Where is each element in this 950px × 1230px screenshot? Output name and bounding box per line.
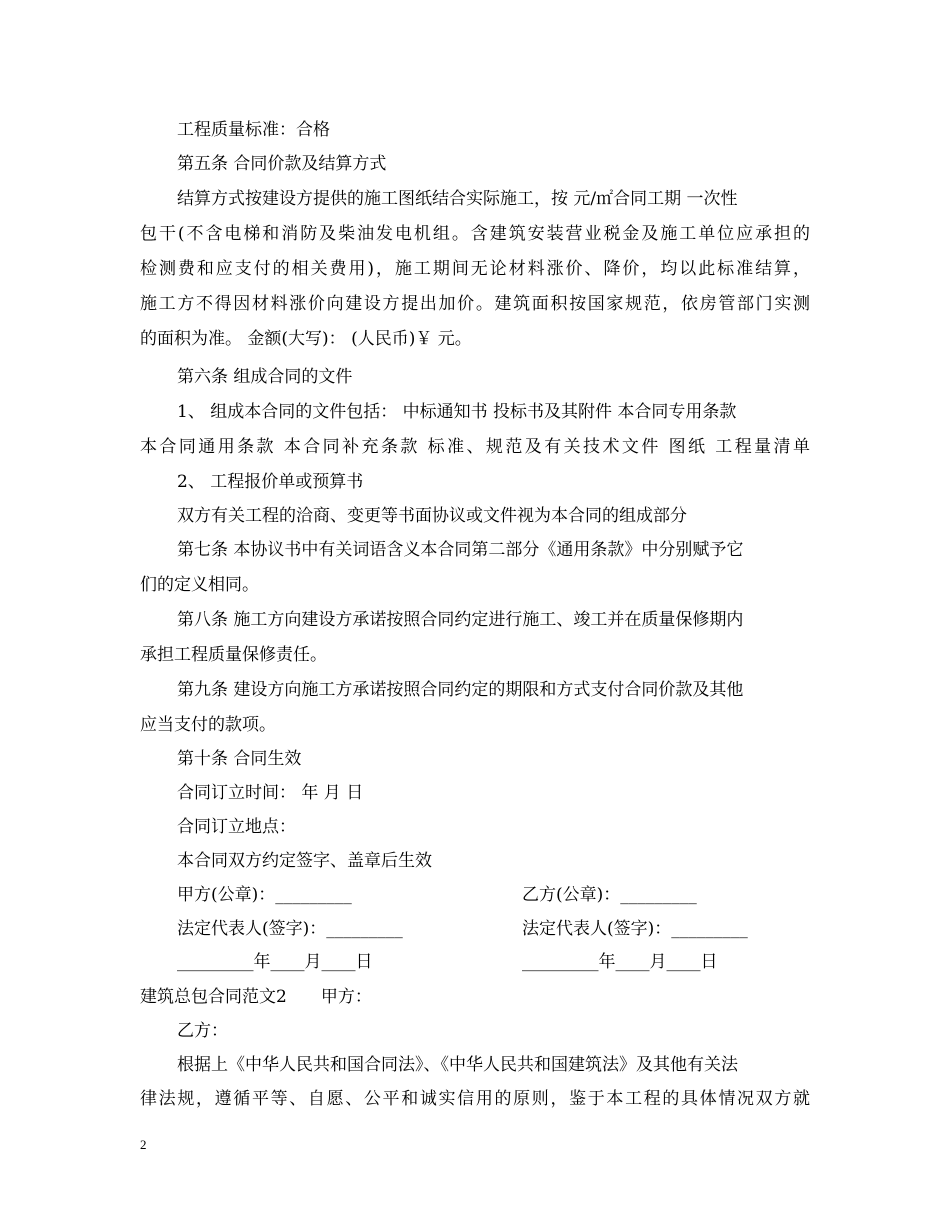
paragraph-line: 们的定义相同。 <box>140 575 259 595</box>
paragraph-line: 结算方式按建设方提供的施工图纸结合实际施工，按 元/㎡合同工期 一次性 <box>177 189 738 209</box>
party-b-line: 乙方： <box>177 1021 228 1041</box>
party-b-seal: 乙方(公章)：_________ <box>522 885 697 905</box>
paragraph-line: 根据上《中华人民共和国合同法》、《中华人民共和国建筑法》及其他有关法 <box>177 1055 738 1075</box>
paragraph-line: 的面积为准。 金额(大写)： (人民币)￥ 元。 <box>140 329 472 349</box>
paragraph-line: 承担工程质量保修责任。 <box>140 645 327 665</box>
paragraph-line: 施工方不得因材料涨价向建设方提出加价。建筑面积按国家规范，依房管部门实测 <box>140 294 810 314</box>
paragraph-line: 律法规，遵循平等、自愿、公平和诚实信用的原则，鉴于本工程的具体情况双方就 <box>140 1089 810 1109</box>
effective-line: 本合同双方约定签字、盖章后生效 <box>177 851 432 871</box>
paragraph-line: 2、 工程报价单或预算书 <box>177 472 364 492</box>
paragraph-line: 本合同通用条款 本合同补充条款 标准、规范及有关技术文件 图纸 工程量清单 <box>140 437 810 457</box>
paragraph-line: 1、 组成本合同的文件包括： 中标通知书 投标书及其附件 本合同专用条款 <box>177 402 737 422</box>
sample-2-title: 建筑总包合同范文2 甲方： <box>140 987 372 1007</box>
contract-place-line: 合同订立地点： <box>177 817 296 837</box>
party-b-date: _________年____月____日 <box>522 952 718 972</box>
page-number: 2 <box>140 1137 147 1152</box>
article-9-line: 第九条 建设方向施工方承诺按照合同约定的期限和方式支付合同价款及其他 <box>177 680 744 700</box>
paragraph-line: 包干(不含电梯和消防及柴油发电机组。含建筑安装营业税金及施工单位应承担的 <box>140 224 810 244</box>
article-8-line: 第八条 施工方向建设方承诺按照合同约定进行施工、竣工并在质量保修期内 <box>177 610 744 630</box>
paragraph-line: 应当支付的款项。 <box>140 715 276 735</box>
party-a-representative: 法定代表人(签字)：_________ <box>177 919 403 939</box>
paragraph-line: 双方有关工程的洽商、变更等书面协议或文件视为本合同的组成部分 <box>177 506 687 526</box>
article-5-heading: 第五条 合同价款及结算方式 <box>177 154 387 174</box>
article-7-line: 第七条 本协议书中有关词语含义本合同第二部分《通用条款》中分别赋予它 <box>177 540 744 560</box>
contract-date-line: 合同订立时间： 年 月 日 <box>177 783 364 803</box>
article-10-heading: 第十条 合同生效 <box>177 749 302 769</box>
article-6-heading: 第六条 组成合同的文件 <box>177 367 353 387</box>
party-a-date: _________年____月____日 <box>177 952 373 972</box>
party-b-representative: 法定代表人(签字)：_________ <box>522 919 748 939</box>
paragraph-line: 检测费和应支付的相关费用)，施工期间无论材料涨价、降价，均以此标准结算， <box>140 259 810 279</box>
quality-standard-line: 工程质量标准：合格 <box>177 120 330 140</box>
party-a-seal: 甲方(公章)：_________ <box>177 885 352 905</box>
